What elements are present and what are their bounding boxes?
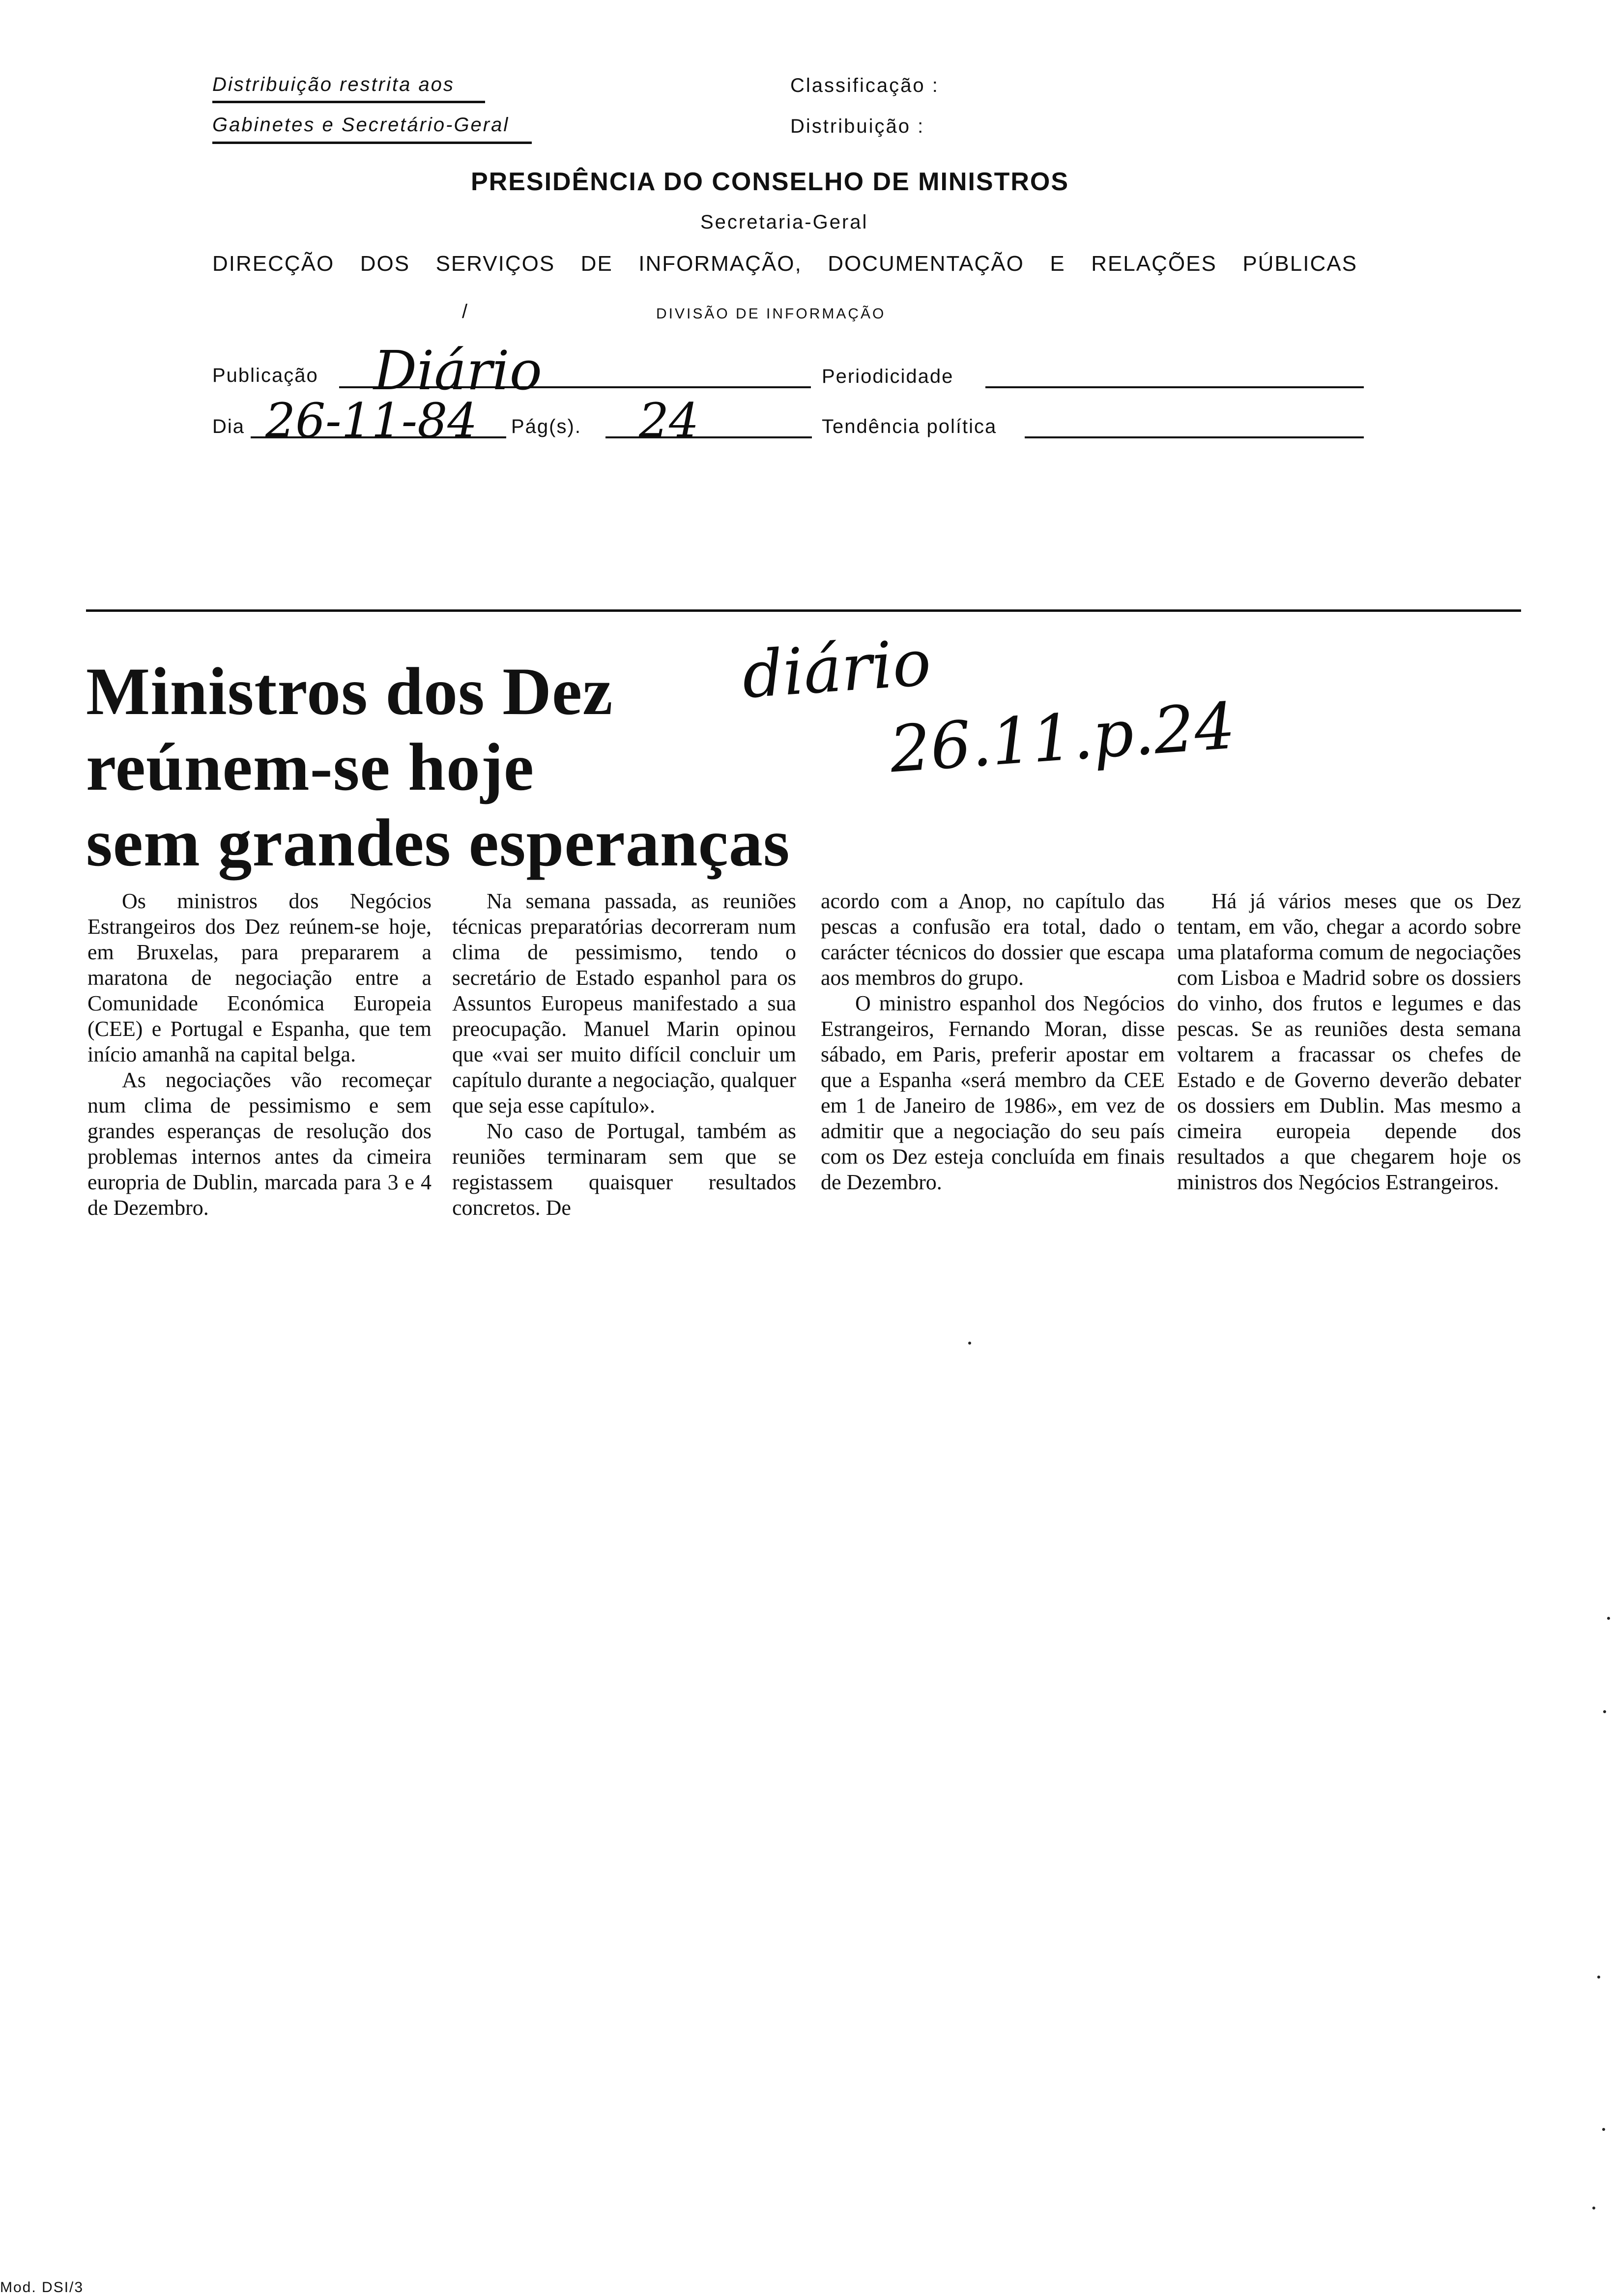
article-paragraph: acordo com a Anop, no capítulo das pescas a confusão era total, dado o carácter técnicos do dossier que escapa aos membros do grupo. <box>821 889 1165 990</box>
direccao-word: DE <box>580 252 613 276</box>
pags-field-line <box>605 436 812 438</box>
tendencia-field-line <box>1025 436 1364 438</box>
publicacao-label: Publicação <box>212 365 318 386</box>
direccao-word: E <box>1050 252 1065 276</box>
page-title: PRESIDÊNCIA DO CONSELHO DE MINISTROS <box>471 168 1069 196</box>
article-paragraph: No caso de Portugal, também as reuniões terminaram sem que se registassem quaisquer resultados concretos. De <box>452 1119 796 1220</box>
article-column-1 <box>87 889 432 1221</box>
article-paragraph: Os ministros dos Negócios Estrangeiros dos Dez reúnem-se hoje, em Bruxelas, para prepararem a maratona de negociação entre a Comunidade Económica Europeia (CEE) e Portugal e Espanha, que tem início amanhã na capital belga. <box>87 889 432 1066</box>
direccao-word: DOS <box>360 252 410 276</box>
headline-line-3: sem grandes esperanças <box>86 805 790 880</box>
restricted-distribution-line2: Gabinetes e Secretário-Geral <box>212 114 510 136</box>
handwritten-date-page: 26.11.p.24 <box>887 688 1238 787</box>
direccao-word: RELAÇÕES <box>1091 252 1217 276</box>
dia-label: Dia <box>212 416 245 437</box>
headline-line-1: Ministros dos Dez <box>86 654 613 729</box>
periodicidade-field-line <box>985 386 1364 388</box>
article-paragraph: Há já vários meses que os Dez tentam, em vão, chegar a acordo sobre uma plataforma comum de negociações com Lisboa e Madrid sobre os dossiers do vinho, dos frutos e legumes e das pescas. Se as reuniões desta semana voltarem a fracassar os chefes de Estado e de Governo deverão debater os dossiers em Dublin. Mas mesmo a cimeira europeia depende dos resultados a que chegarem hoje os ministros dos Negócios Estrangeiros. <box>1177 889 1521 1194</box>
headline <box>86 654 790 881</box>
restricted-underline-1 <box>212 101 485 103</box>
form-code: Mod. DSI/3 <box>0 2279 84 2296</box>
article-paragraph: As negociações vão recomeçar num clima de pessimismo e sem grandes esperanças de resolução dos problemas internos antes da cimeira europria de Dublin, marcada para 3 e 4 de Dezembro. <box>87 1068 432 1220</box>
tendencia-label: Tendência política <box>822 416 997 437</box>
pags-handwritten: 24 <box>639 393 699 448</box>
article-column-3 <box>821 889 1165 1195</box>
direccao-word: DIRECÇÃO <box>212 252 335 276</box>
divisao-informacao: DIVISÃO DE INFORMAÇÃO <box>656 306 886 322</box>
article-paragraph: O ministro espanhol dos Negócios Estrangeiros, Fernando Moran, disse sábado, em Paris, preferir apostar em que a Espanha «será membro da CEE em 1 de Janeiro de 1986», em vez de admitir que a negociação do seu país com os Dez esteja concluída em finais de Dezembro. <box>821 991 1165 1194</box>
publicacao-handwritten: Diário <box>374 339 542 402</box>
scan-speck <box>1607 1617 1610 1620</box>
article-paragraph: Na semana passada, as reuniões técnicas preparatórias decorreram num clima de pessimismo, tendo o secretário de Estado espanhol para os Assuntos Europeus manifestado a sua preocupação. Manuel Marin opinou que «vai ser muito difícil concluir um capítulo durante a negociação, qualquer que seja esse capítulo». <box>452 889 797 1118</box>
pags-label: Pág(s). <box>511 416 581 437</box>
periodicidade-label: Periodicidade <box>822 366 954 387</box>
direccao-word: PÚBLICAS <box>1242 252 1357 276</box>
page-subtitle: Secretaria-Geral <box>700 211 868 233</box>
handwritten-source: diário <box>740 625 934 713</box>
article-top-rule <box>86 609 1521 612</box>
scan-speck <box>968 1342 971 1345</box>
article-column-4 <box>1177 889 1521 1195</box>
scan-speck <box>1603 1710 1606 1713</box>
article-column-2 <box>452 889 796 1221</box>
classificacao-label: Classificação : <box>790 75 939 96</box>
dia-handwritten: 26-11-84 <box>265 393 478 448</box>
stray-mark: / <box>462 301 468 322</box>
restricted-distribution-line1: Distribuição restrita aos <box>212 74 455 95</box>
direccao-word: DOCUMENTAÇÃO <box>828 252 1024 276</box>
restricted-underline-2 <box>212 142 532 144</box>
direccao-word: SERVIÇOS <box>435 252 555 276</box>
distribuicao-label: Distribuição : <box>790 115 925 137</box>
scan-speck <box>1592 2207 1595 2210</box>
scan-speck <box>1597 1976 1600 1979</box>
direccao-word: INFORMAÇÃO, <box>638 252 802 276</box>
headline-line-2: reúnem-se hoje <box>86 729 535 804</box>
direccao-line <box>212 252 1357 276</box>
scan-speck <box>1602 2128 1605 2131</box>
